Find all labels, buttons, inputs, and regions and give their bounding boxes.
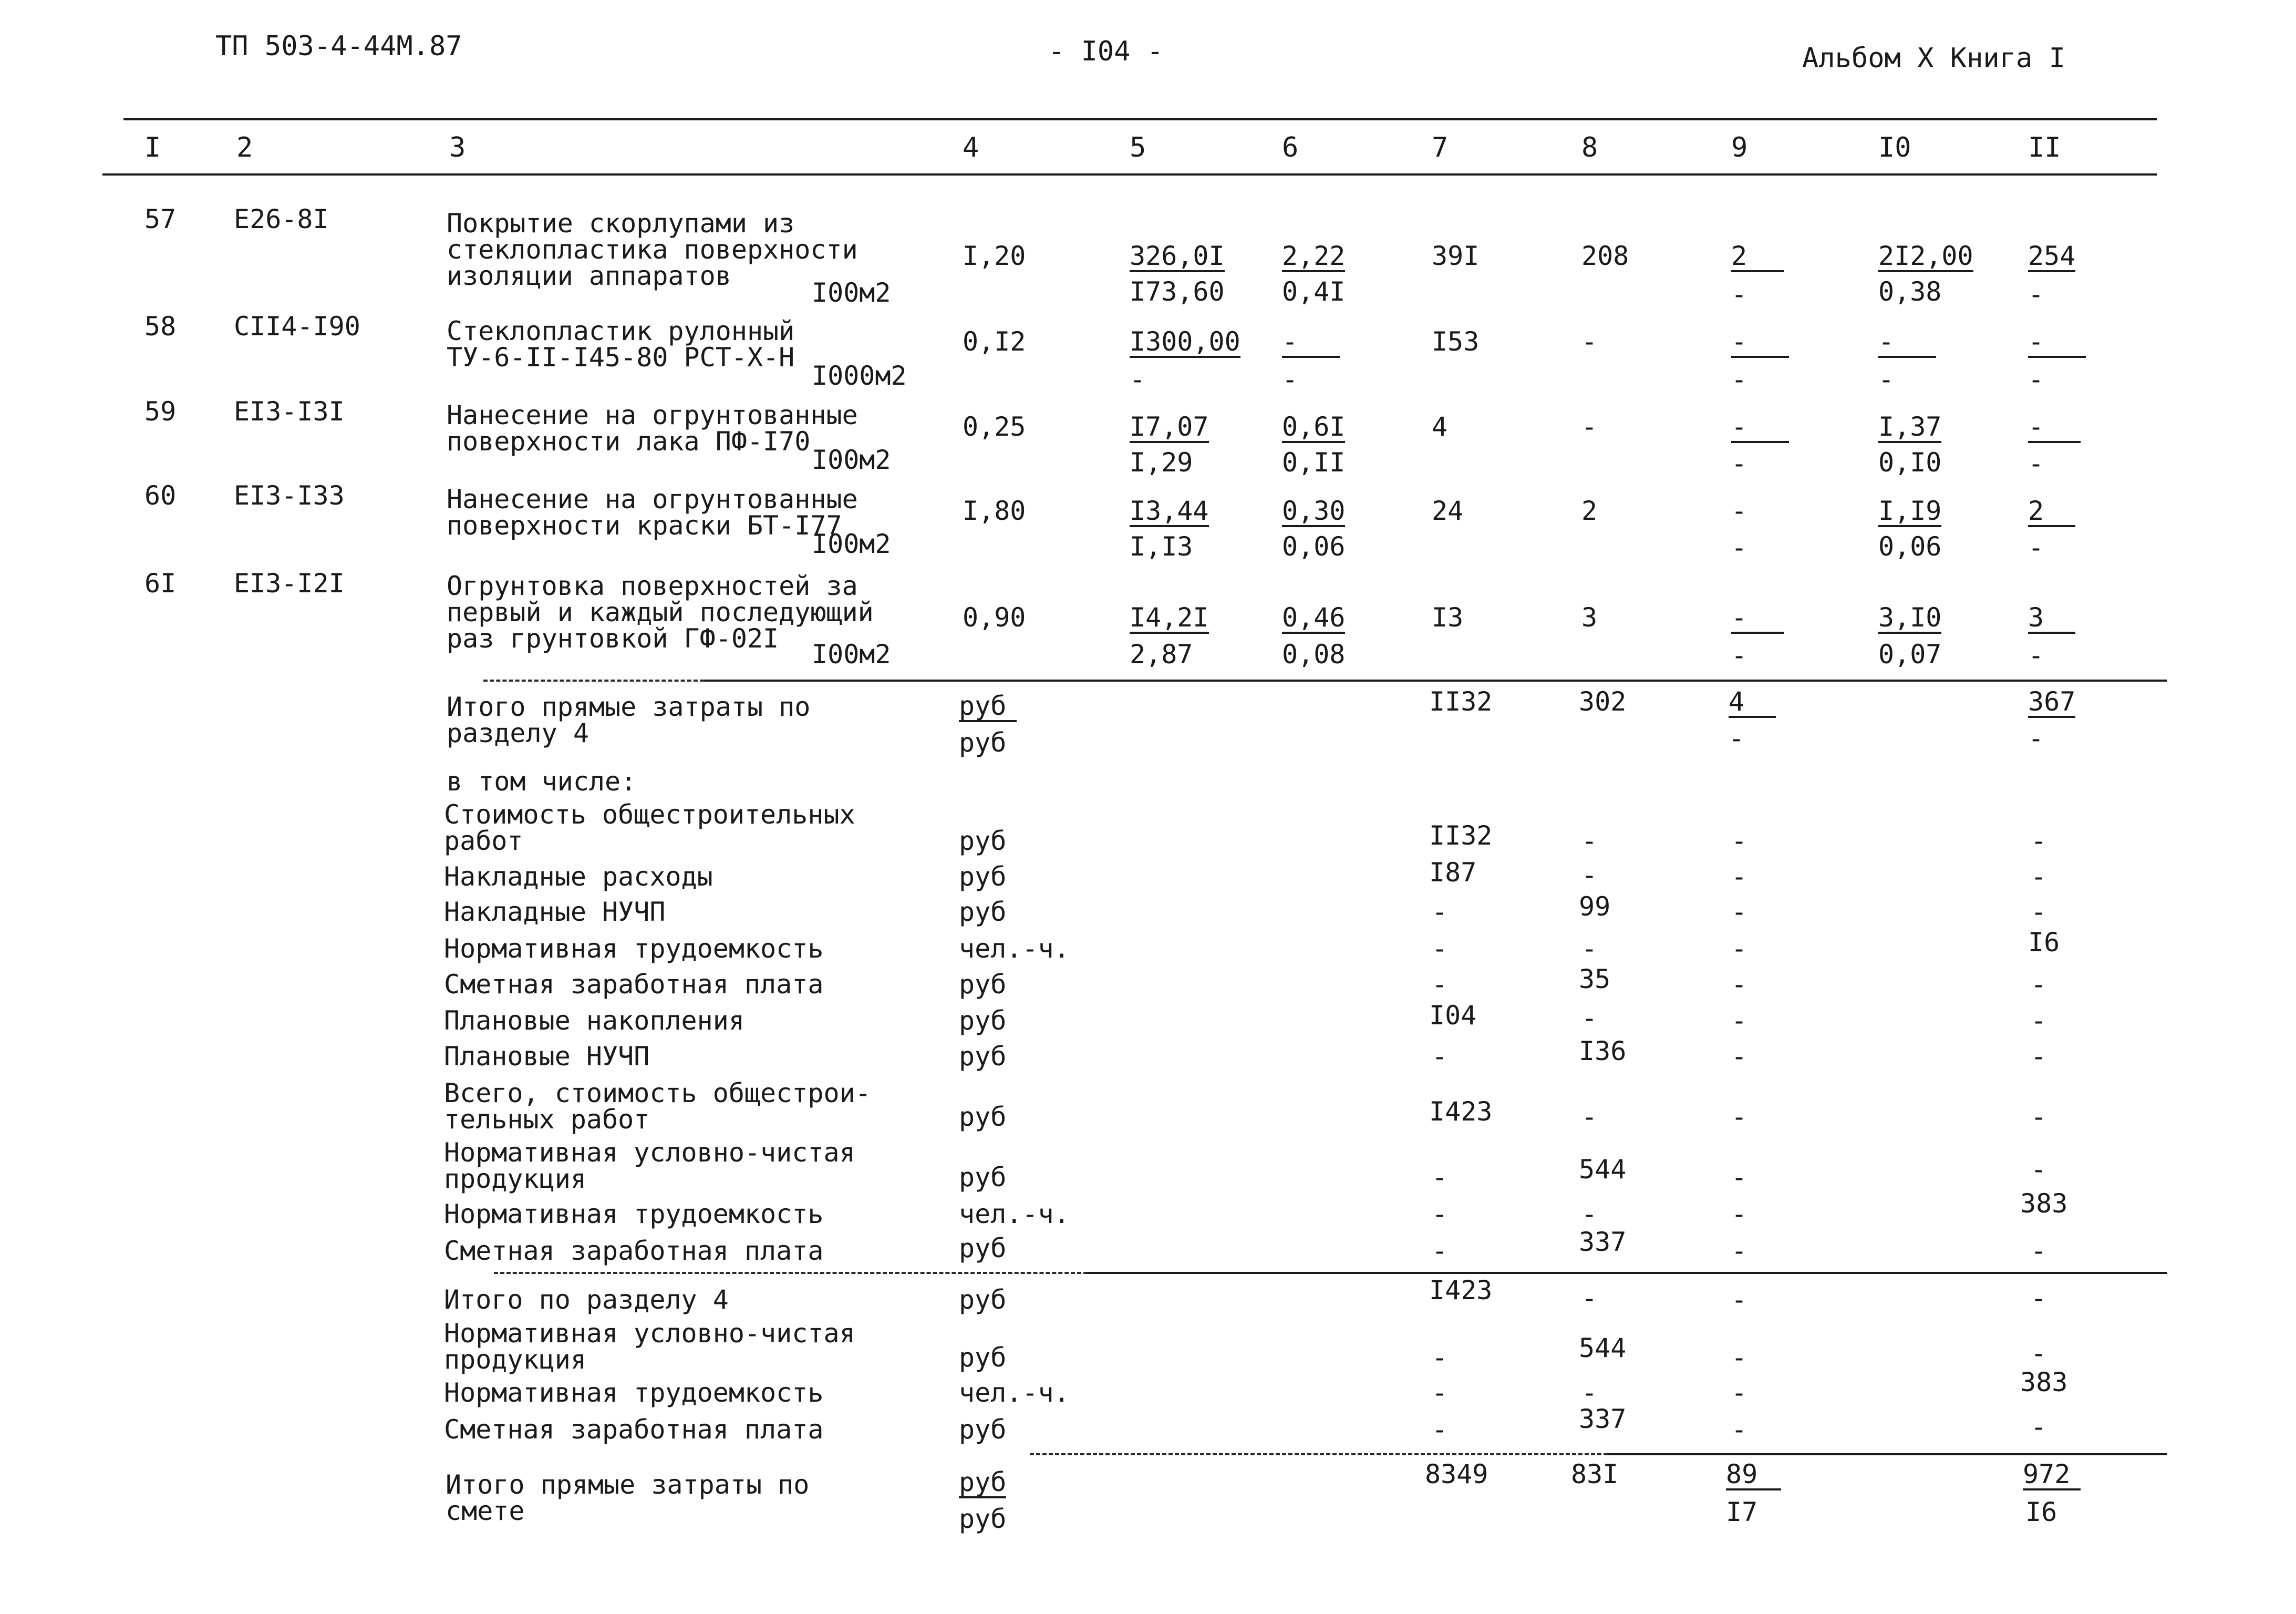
breakdown-label: Нормативная трудоемкость xyxy=(444,1199,824,1229)
col9-value: - xyxy=(1731,328,1789,358)
machine-cost: 0,30 xyxy=(1282,496,1346,526)
col9-value: - xyxy=(1731,969,1747,1000)
wages-total: 337 xyxy=(1579,1404,1627,1434)
unit: чел.-ч. xyxy=(959,1377,1070,1408)
document-code: ТП 503-4-44М.87 xyxy=(215,30,462,62)
machine-cost-wages: 0,08 xyxy=(1282,639,1346,670)
col11-value: 2 xyxy=(2028,498,2075,527)
wages-total: - xyxy=(1581,1102,1598,1132)
quantity: 0,25 xyxy=(963,412,1026,442)
wages-total: - xyxy=(1581,860,1598,890)
rate-code: ЕI3-I2I xyxy=(234,568,345,599)
total-cost: - xyxy=(1432,897,1448,927)
col9-value: - xyxy=(1731,1377,1747,1408)
column-number: 5 xyxy=(1130,132,1146,163)
machine-cost-wages: 0,06 xyxy=(1282,531,1346,562)
total-cost: - xyxy=(1432,1236,1448,1266)
unit: руб xyxy=(959,1005,1007,1036)
wages-total: 544 xyxy=(1579,1154,1627,1185)
col9-value: - xyxy=(1731,1284,1747,1315)
unit: руб xyxy=(959,1504,1007,1534)
wages-total: 208 xyxy=(1581,241,1629,271)
wages-total: 83I xyxy=(1571,1459,1619,1489)
row-number: 60 xyxy=(144,480,177,511)
total-cost: - xyxy=(1432,1377,1448,1408)
total-cost: - xyxy=(1432,1162,1448,1192)
machine-cost-wages: 0,4I xyxy=(1282,276,1346,307)
section-divider xyxy=(1088,1272,2167,1274)
wages-total: 302 xyxy=(1579,686,1627,717)
total-cost: I423 xyxy=(1429,1096,1493,1127)
col11-sub: - xyxy=(2028,723,2044,754)
col10-sub: 0,38 xyxy=(1878,276,1942,307)
machine-cost: 0,6I xyxy=(1282,412,1346,442)
unit: I000м2 xyxy=(812,361,907,391)
total-cost: - xyxy=(1432,933,1448,964)
col11-value: 383 xyxy=(2020,1367,2068,1397)
col11-sub: - xyxy=(2028,532,2044,563)
unit: руб xyxy=(959,897,1007,927)
total-cost: - xyxy=(1432,1199,1448,1229)
col11-value: - xyxy=(2031,1102,2047,1132)
col9-value: - xyxy=(1731,897,1747,927)
col9-value: - xyxy=(1731,1342,1747,1373)
col10-value: 3,I0 xyxy=(1878,602,1942,633)
quantity: I,20 xyxy=(963,241,1026,271)
breakdown-label: Плановые НУЧП xyxy=(444,1041,650,1072)
item-name: Стеклопластик рулонный ТУ-6-II-I45-80 РСТ-Х-Н xyxy=(447,316,795,373)
row-number: 57 xyxy=(144,204,177,234)
section-divider xyxy=(1608,1453,2167,1455)
col9-value: 2 xyxy=(1731,243,1784,272)
unit: руб xyxy=(959,693,1017,722)
total-cost: 24 xyxy=(1432,496,1464,526)
wages-total: 3 xyxy=(1581,602,1598,633)
section-divider xyxy=(704,680,2167,682)
breakdown-label: Плановые накопления xyxy=(444,1005,744,1036)
column-number: 6 xyxy=(1282,132,1299,163)
unit: руб xyxy=(959,727,1007,758)
unit: руб xyxy=(959,1162,1007,1192)
total-cost: II32 xyxy=(1429,820,1493,851)
item-name: Нанесение на огрунтованные поверхности лака ПФ-I70 xyxy=(447,400,858,457)
breakdown-label: Нормативная трудоемкость xyxy=(444,933,824,964)
unit: руб xyxy=(959,1342,1007,1373)
col11-value: 383 xyxy=(2020,1188,2068,1219)
col9-value: - xyxy=(1731,496,1747,526)
col9-sub: - xyxy=(1731,279,1747,310)
col10-sub: - xyxy=(1878,364,1895,395)
col11-value: - xyxy=(2031,861,2047,892)
wages-total: 99 xyxy=(1579,891,1611,922)
column-number: 9 xyxy=(1731,132,1748,163)
unit: руб xyxy=(959,1233,1007,1263)
unit-cost-wages: I,29 xyxy=(1130,447,1193,478)
col11-value: - xyxy=(2031,1005,2047,1036)
section-final-label: Нормативная условно-чистая продукция xyxy=(444,1318,855,1375)
col10-sub: 0,I0 xyxy=(1878,447,1942,478)
col10-value: I,I9 xyxy=(1878,496,1942,526)
column-number: I0 xyxy=(1878,132,1911,163)
total-cost: I53 xyxy=(1432,326,1480,357)
unit: I00м2 xyxy=(812,277,891,308)
total-cost: 4 xyxy=(1432,412,1448,442)
col11-value: I6 xyxy=(2028,927,2060,958)
column-number: 4 xyxy=(963,132,979,163)
breakdown-label: Стоимость общестроительных работ xyxy=(444,799,855,856)
breakdown-label: Сметная заработная плата xyxy=(444,1236,824,1266)
total-cost: I87 xyxy=(1429,857,1477,888)
col9-value: - xyxy=(1731,1414,1747,1445)
wages-total: I36 xyxy=(1579,1036,1627,1066)
col10-value: - xyxy=(1878,328,1936,358)
section-final-label: Нормативная трудоемкость xyxy=(444,1377,824,1408)
wages-total: - xyxy=(1581,326,1598,357)
col9-value: - xyxy=(1731,933,1747,964)
total-cost: - xyxy=(1432,1414,1448,1445)
col9-value: - xyxy=(1731,1162,1747,1192)
col9-value: - xyxy=(1731,1199,1747,1229)
unit: руб xyxy=(959,1467,1007,1497)
rate-code: Е26-8I xyxy=(234,204,329,234)
col9-value: - xyxy=(1731,414,1789,443)
wages-total: 544 xyxy=(1579,1333,1627,1363)
col9-value: - xyxy=(1731,1005,1747,1036)
col11-sub: I6 xyxy=(2025,1497,2057,1527)
machine-cost: - xyxy=(1282,328,1340,358)
unit: руб xyxy=(959,861,1007,892)
unit: I00м2 xyxy=(812,529,891,559)
breakdown-label: Накладные НУЧП xyxy=(444,897,666,927)
item-name: Нанесение на огрунтованные поверхности краски БТ-I77 xyxy=(447,484,858,541)
column-number: II xyxy=(2028,132,2061,163)
unit: I00м2 xyxy=(812,445,891,475)
grand-total-label: Итого прямые затраты по смете xyxy=(446,1469,810,1526)
total-cost: - xyxy=(1432,1342,1448,1373)
col9-sub: - xyxy=(1731,364,1747,395)
col11-value: - xyxy=(2031,1283,2047,1313)
breakdown-label: Нормативная условно-чистая продукция xyxy=(444,1137,855,1194)
unit: руб xyxy=(959,1414,1007,1445)
col9-sub: - xyxy=(1731,448,1747,479)
total-cost: I04 xyxy=(1429,1000,1477,1031)
page-number: - I04 - xyxy=(1048,36,1164,67)
col10-sub: 0,07 xyxy=(1878,639,1942,670)
col11-sub: - xyxy=(2028,364,2044,395)
wages-total: - xyxy=(1581,1199,1598,1229)
including-label: в том числе: xyxy=(447,766,637,797)
row-number: 58 xyxy=(144,311,177,342)
column-number: 3 xyxy=(449,132,466,163)
quantity: I,80 xyxy=(963,496,1026,526)
col11-sub: - xyxy=(2028,279,2044,310)
wages-total: 337 xyxy=(1579,1227,1627,1257)
column-number: 8 xyxy=(1581,132,1598,163)
column-number: I xyxy=(144,132,161,163)
col11-value: 254 xyxy=(2028,241,2076,271)
col9-value: - xyxy=(1731,1102,1747,1132)
col11-sub: - xyxy=(2028,448,2044,479)
section-total-label: Итого прямые затраты по разделу 4 xyxy=(447,692,811,748)
machine-cost-wages: 0,II xyxy=(1282,447,1346,478)
wages-total: - xyxy=(1581,826,1598,856)
col9-value: - xyxy=(1731,826,1747,856)
section-divider xyxy=(1030,1453,1608,1455)
total-cost: 8349 xyxy=(1425,1459,1488,1489)
col9-sub: I7 xyxy=(1726,1497,1758,1527)
row-number: 6I xyxy=(144,568,177,599)
item-name: Покрытие скорлупами из стеклопластика поверхности изоляции аппаратов xyxy=(447,208,858,291)
quantity: 0,90 xyxy=(963,602,1026,633)
machine-cost: 2,22 xyxy=(1282,241,1346,271)
breakdown-label: Накладные расходы xyxy=(444,861,713,892)
machine-cost: 0,46 xyxy=(1282,602,1346,633)
section-divider xyxy=(494,1272,1088,1274)
wages-total: - xyxy=(1581,1377,1598,1408)
col11-value: - xyxy=(2028,414,2081,443)
row-number: 59 xyxy=(144,396,177,427)
total-cost: - xyxy=(1432,1041,1448,1072)
rate-code: ЕI3-I3I xyxy=(234,396,345,427)
unit: чел.-ч. xyxy=(959,933,1070,964)
total-cost: - xyxy=(1432,969,1448,1000)
unit: руб xyxy=(959,969,1007,1000)
col9-value: - xyxy=(1731,1236,1747,1266)
wages-total: - xyxy=(1581,933,1598,964)
unit-cost: I300,00 xyxy=(1130,326,1240,357)
col10-value: I,37 xyxy=(1878,412,1942,442)
col11-value: 367 xyxy=(2028,686,2076,717)
col11-value: - xyxy=(2031,1338,2047,1369)
unit-cost: 326,0I xyxy=(1130,241,1225,271)
unit: руб xyxy=(959,1102,1007,1132)
unit-cost-wages: 2,87 xyxy=(1130,639,1193,670)
unit: руб xyxy=(959,826,1007,856)
col11-value: - xyxy=(2031,1154,2047,1185)
unit-cost-wages: I,I3 xyxy=(1130,531,1193,562)
breakdown-label: Сметная заработная плата xyxy=(444,969,824,1000)
machine-cost-wages: - xyxy=(1282,364,1298,395)
col10-sub: 0,06 xyxy=(1878,531,1942,562)
col10-value: 2I2,00 xyxy=(1878,241,1973,271)
col11-value: - xyxy=(2031,1412,2047,1442)
column-number: 7 xyxy=(1432,132,1449,163)
album-book-label: Альбом X Книга I xyxy=(1802,43,2065,74)
unit-cost: I4,2I xyxy=(1130,602,1209,633)
col9-value: - xyxy=(1731,604,1784,634)
wages-total: 35 xyxy=(1579,964,1611,994)
wages-total: 2 xyxy=(1581,496,1598,526)
col11-sub: - xyxy=(2028,640,2044,671)
total-cost: 39I xyxy=(1432,241,1480,271)
col9-value: 4 xyxy=(1729,688,1776,718)
table-top-rule xyxy=(123,118,2157,120)
rate-code: ЕI3-I33 xyxy=(234,480,345,511)
wages-total: - xyxy=(1581,412,1598,442)
wages-total: - xyxy=(1581,1283,1598,1313)
column-number: 2 xyxy=(236,132,253,163)
total-cost: II32 xyxy=(1429,686,1493,717)
col11-value: 3 xyxy=(2028,604,2075,634)
rate-code: СII4-I90 xyxy=(234,311,360,342)
total-cost: I3 xyxy=(1432,602,1464,633)
quantity: 0,I2 xyxy=(963,326,1026,357)
unit: I00м2 xyxy=(812,639,891,670)
wages-total: - xyxy=(1581,1003,1598,1033)
item-name: Огрунтовка поверхностей за первый и каждый последующий раз грунтовкой ГФ-02I xyxy=(447,571,874,654)
col11-value: - xyxy=(2031,1236,2047,1266)
col11-value: 972 xyxy=(2023,1461,2081,1490)
total-cost: I423 xyxy=(1429,1275,1493,1305)
unit-cost: I7,07 xyxy=(1130,412,1209,442)
section-divider xyxy=(483,680,704,682)
col9-sub: - xyxy=(1729,723,1745,754)
unit-cost-wages: I73,60 xyxy=(1130,276,1225,307)
col9-value: - xyxy=(1731,1041,1747,1072)
col9-value: 89 xyxy=(1726,1461,1781,1490)
unit: руб xyxy=(959,1041,1007,1072)
col11-value: - xyxy=(2031,1041,2047,1072)
col9-sub: - xyxy=(1731,640,1747,671)
unit: чел.-ч. xyxy=(959,1199,1070,1229)
breakdown-label: Всего, стоимость общестрои- тельных работ xyxy=(444,1078,871,1135)
unit: руб xyxy=(959,1284,1007,1315)
unit-cost-wages: - xyxy=(1130,364,1146,395)
col11-value: - xyxy=(2031,826,2047,856)
section-final-label: Итого по разделу 4 xyxy=(444,1284,729,1315)
col11-value: - xyxy=(2031,969,2047,1000)
col9-value: - xyxy=(1731,861,1747,892)
col11-value: - xyxy=(2031,897,2047,927)
section-final-label: Сметная заработная плата xyxy=(444,1414,824,1445)
col11-value: - xyxy=(2028,328,2086,358)
table-header-rule xyxy=(102,173,2157,176)
col9-sub: - xyxy=(1731,532,1747,563)
unit-cost: I3,44 xyxy=(1130,496,1209,526)
